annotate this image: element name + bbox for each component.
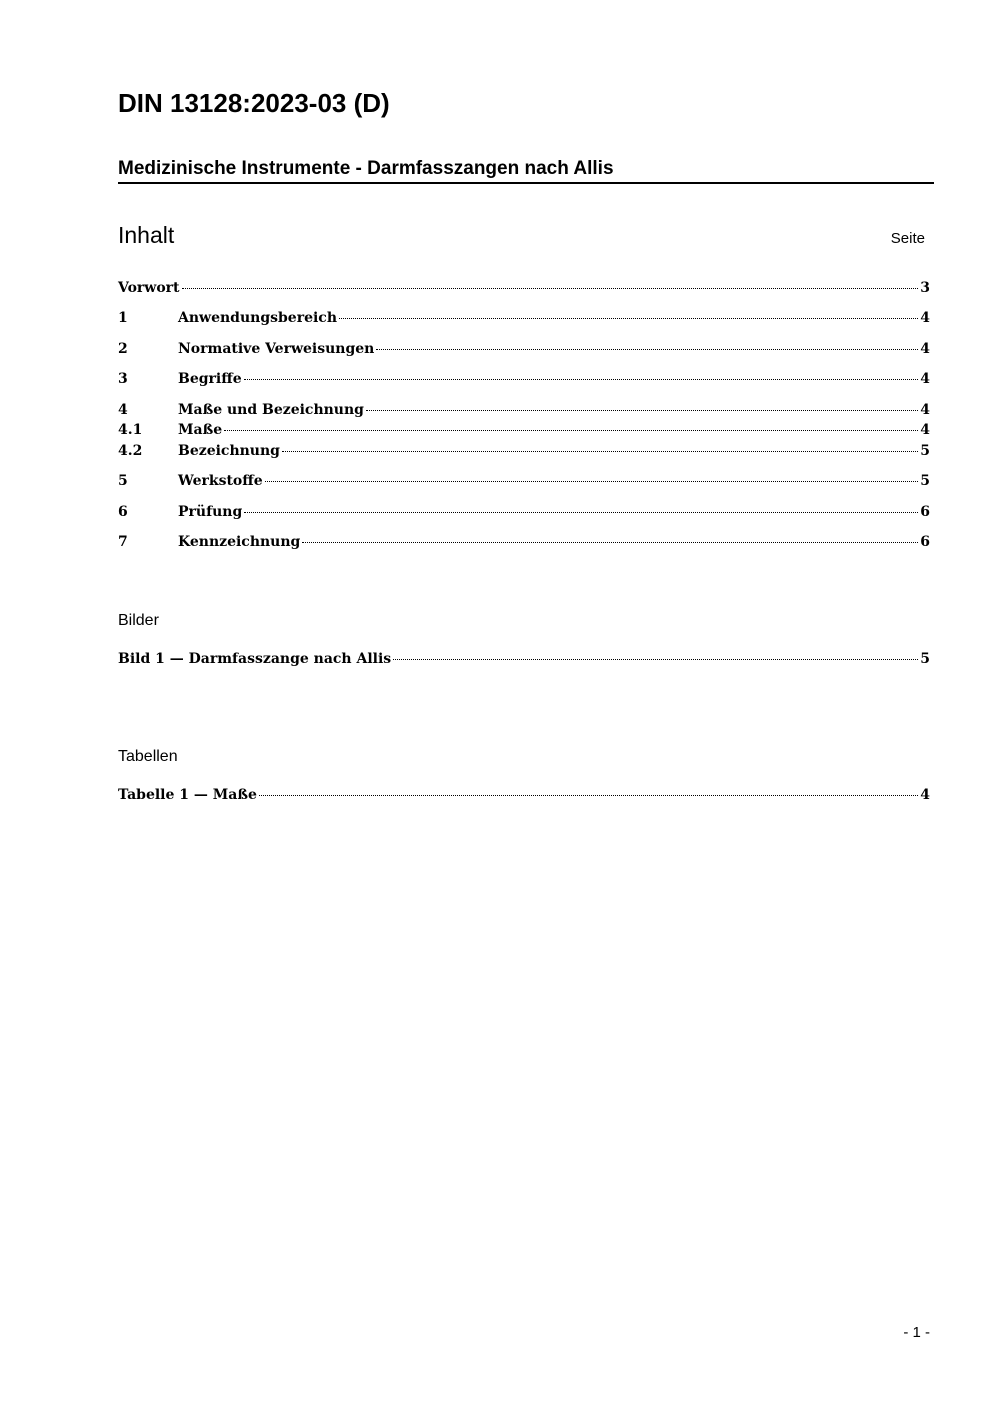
dot-leader <box>244 379 919 380</box>
figure-entry-text: Bild 1 — Darmfasszange nach Allis <box>118 651 392 667</box>
footer-page-number: - 1 - <box>903 1324 930 1341</box>
toc-entry-number: 3 <box>118 371 128 387</box>
toc-entry-text: Vorwort <box>118 280 180 296</box>
toc-heading: Inhalt <box>118 222 175 248</box>
dot-leader <box>339 318 918 319</box>
toc-entry-2[interactable] <box>118 341 930 361</box>
toc-entry-5[interactable] <box>118 473 930 493</box>
toc-entry-4[interactable] <box>118 402 930 422</box>
toc-entry-number: 4.1 <box>118 422 143 438</box>
table-entry-page: 4 <box>920 787 930 803</box>
toc-entry-vorwort[interactable] <box>118 280 930 300</box>
dot-leader <box>366 410 918 411</box>
dot-leader <box>224 430 918 431</box>
toc-entry-number: 2 <box>118 341 128 357</box>
toc-entry-number: 7 <box>118 534 128 550</box>
toc-entry-text: Prüfung <box>178 504 243 520</box>
toc-entry-text: Begriffe <box>178 371 242 387</box>
toc-entry-page: 6 <box>920 534 930 550</box>
toc-entry-text: Normative Verweisungen <box>178 341 375 357</box>
toc-entry-6[interactable] <box>118 504 930 524</box>
page-column-label: Seite <box>890 230 925 247</box>
document-id: DIN 13128:2023-03 (D) <box>118 88 390 118</box>
toc-entry-4-2[interactable] <box>118 443 930 463</box>
dot-leader <box>376 349 918 350</box>
dot-leader <box>259 795 918 796</box>
toc-entry-number: 5 <box>118 473 128 489</box>
toc-entry-page: 5 <box>920 443 930 459</box>
dot-leader <box>282 451 918 452</box>
dot-leader <box>265 481 919 482</box>
dot-leader <box>182 288 919 289</box>
toc-entry-page: 4 <box>920 422 930 438</box>
toc-entry-3[interactable] <box>118 371 930 391</box>
toc-entry-4-1[interactable] <box>118 422 930 442</box>
document-subtitle: Medizinische Instrumente - Darmfasszangen nach Allis <box>118 158 934 184</box>
tables-heading: Tabellen <box>118 748 178 765</box>
figures-heading: Bilder <box>118 612 159 629</box>
toc-entry-text: Maße und Bezeichnung <box>178 402 364 418</box>
toc-entry-number: 4.2 <box>118 443 143 459</box>
toc-entry-text: Kennzeichnung <box>178 534 301 550</box>
toc-entry-text: Werkstoffe <box>178 473 263 489</box>
table-entry-1[interactable] <box>118 787 930 807</box>
dot-leader <box>244 512 918 513</box>
toc-entry-text: Anwendungsbereich <box>178 310 337 326</box>
dot-leader <box>393 659 918 660</box>
toc-entry-page: 4 <box>920 402 930 418</box>
toc-entry-number: 6 <box>118 504 128 520</box>
toc-entry-page: 4 <box>920 341 930 357</box>
figure-entry-page: 5 <box>920 651 930 667</box>
toc-entry-number: 4 <box>118 402 128 418</box>
table-entry-text: Tabelle 1 — Maße <box>118 787 257 803</box>
toc-entry-page: 4 <box>920 371 930 387</box>
toc-entry-page: 3 <box>920 280 930 296</box>
toc-entry-page: 6 <box>920 504 930 520</box>
toc-entry-text: Maße <box>178 422 223 438</box>
toc-entry-7[interactable] <box>118 534 930 554</box>
dot-leader <box>302 542 918 543</box>
toc-entry-1[interactable] <box>118 310 930 330</box>
figure-entry-1[interactable] <box>118 651 930 671</box>
toc-entry-text: Bezeichnung <box>178 443 280 459</box>
toc-entry-number: 1 <box>118 310 128 326</box>
toc-entry-page: 5 <box>920 473 930 489</box>
toc-entry-page: 4 <box>920 310 930 326</box>
